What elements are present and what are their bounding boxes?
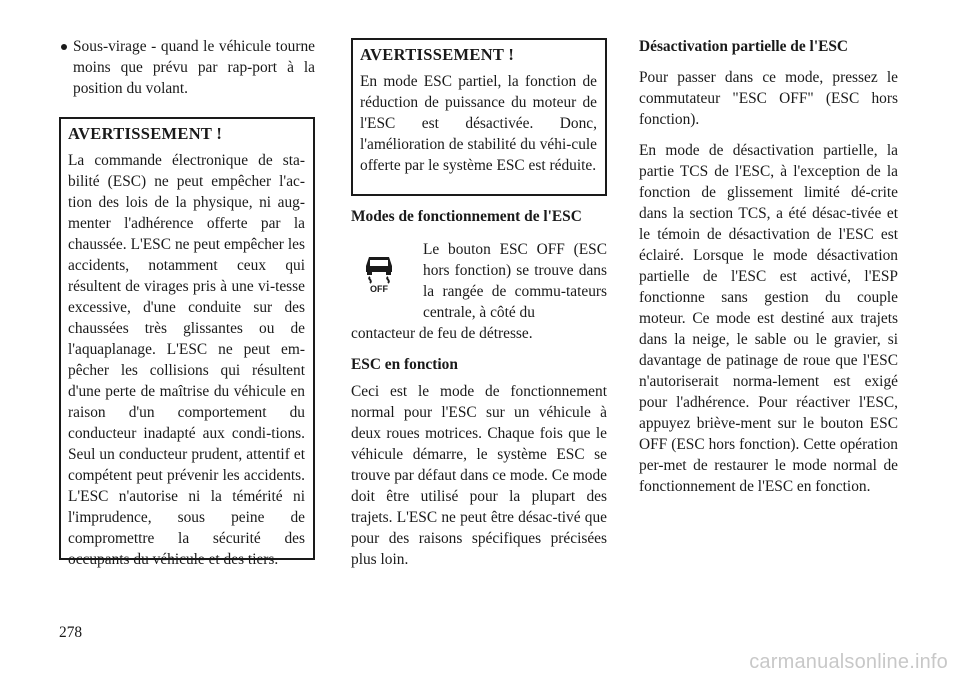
warning-title: AVERTISSEMENT ! [68, 124, 223, 143]
bullet-item-understeer [59, 36, 315, 99]
column-right [639, 36, 898, 497]
page-number: 278 [59, 624, 83, 641]
esc-off-icon [361, 253, 397, 293]
warning-text: La commande électronique de sta-bilité (ESC) ne peut empêcher l'ac-tion des lois de la physique, ni aug-menter l'adhérence offerte par la chaussée. L'ESC ne peut empêcher les accidents, notamment ceux qui résultent de virages pris à une vi-tesse excessive, d'une conduite sur des chaussées très glissantes ou de l'aquaplanage. L'ESC ne peut em-pêcher les collisions qui résultent d'une perte de maîtrise du véhicule en raison d'un comportement du conducteur inadapté aux condi-tions. Seul un conducteur prudent, attentif et compétent peut prévenir les accidents. L'ESC n'autorise ni la témérité ni l'imprudence, sous peine de compromettre la sécurité des occupants du véhicule et des tiers. [68, 152, 305, 568]
bullet-text: Sous-virage - quand le véhicule tourne moins que prévu par rap-port à la position du volant. [73, 38, 315, 97]
bullet-dot [61, 44, 67, 50]
esc-off-button-text: Le bouton ESC OFF (ESC hors fonction) se trouve dans la rangée de commu-tateurs centrale, à côté du [423, 241, 607, 321]
partial-off-paragraph-2: En mode de désactivation partielle, la partie TCS de l'ESC, à l'exception de la fonction de glissement limité dé-crite dans la section TCS, a été désac-tivée et le témoin de désactivation de l'ESC est éclairé. Lorsque le mode désactivation partielle de l'ESC est activé, l'ESP fonctionne sans gestion du couple moteur. Ce mode est destiné aux trajets dans la neige, le sable ou le gravier, si davantage de patinage de roue que l'ESC n'autoriserait norma-lement est exigé pour l'adhérence. Pour réactiver l'ESC, appuyez briève-ment sur le bouton ESC OFF (ESC hors fonction). Cette opération per-met de restaurer le mode normal de fonctionnement de l'ESC en fonction. [639, 142, 898, 495]
watermark: carmanualsonline.info [749, 651, 948, 673]
column-middle [351, 36, 607, 570]
esc-off-icon-label: OFF [370, 284, 388, 293]
section-heading-esc-on: ESC en fonction [351, 356, 458, 373]
warning-text: En mode ESC partiel, la fonction de réduction de puissance du moteur de l'ESC est désactivée. Donc, l'amélioration de stabilité du véhi-cule offerte par le système ESC est réduite. [360, 73, 597, 174]
warning-box-partial-esc [351, 38, 607, 196]
warning-box-esc-limits [59, 117, 315, 568]
column-left [59, 36, 315, 568]
esc-on-paragraph: Ceci est le mode de fonctionnement normal pour l'ESC sur un véhicule à deux roues motrices. Chaque fois que le véhicule démarre, le système ESC se trouve par défaut dans ce mode. Ce mode doit être utilisé pour la plupart des trajets. L'ESC ne peut être désac-tivé que pour des raisons spécifiques précisées plus loin. [351, 383, 607, 568]
section-heading-modes: Modes de fonctionnement de l'ESC [351, 208, 582, 225]
esc-off-button-description [351, 239, 607, 344]
partial-off-paragraph-1: Pour passer dans ce mode, pressez le commutateur "ESC OFF" (ESC hors fonction). [639, 69, 898, 128]
section-heading-partial-off: Désactivation partielle de l'ESC [639, 38, 849, 55]
esc-off-button-text-continued: contacteur de feu de détresse. [351, 325, 533, 342]
warning-title: AVERTISSEMENT ! [360, 45, 515, 64]
